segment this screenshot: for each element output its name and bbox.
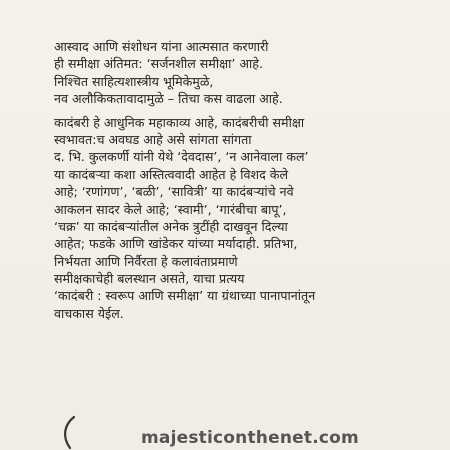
paragraph-1-line: नव अलौकिकतावादामुळे – तिचा कस वाढला आहे. xyxy=(54,91,283,107)
paragraph-2-line: वाचकास येईल. xyxy=(54,305,124,321)
paragraph-2-line: आहे; ‘रणांगण’, ‘बळी’, ‘सावित्री’ या कादंबऱ्यांचे नवे xyxy=(54,184,294,200)
paragraph-2-line: ‘कादंबरी : स्वरूप आणि समीक्षा’ या ग्रंथाच्या पानापानांतून xyxy=(54,288,316,304)
paragraph-2-line: समीक्षकाचेही बलस्थान असते, याचा प्रत्यय xyxy=(54,271,245,287)
paragraph-2-line: कादंबरी हे आधुनिक महाकाव्य आहे, कादंबरीची समीक्षा xyxy=(54,114,305,130)
paragraph-2-line: ‘चक्र’ या कादंबऱ्यांतील अनेक त्रुटींही दाखवून दिल्या xyxy=(54,218,288,234)
paragraph-2-line: स्वभावत:च अवघड आहे असे सांगता सांगता xyxy=(54,131,252,147)
paragraph-2-line: आहेत; फडके आणि खांडेकर यांच्या मर्यादाही. प्रतिभा, xyxy=(54,236,298,252)
paragraph-1-line: आस्वाद आणि संशोधन यांना आत्मसात करणारी xyxy=(54,39,269,54)
blurb-text xyxy=(54,38,446,322)
website-watermark: majesticonthenet.com xyxy=(141,428,359,448)
paragraph-2-line: या कादंबऱ्या कशा अस्तित्ववादी आहेत हे विशद केले xyxy=(54,166,289,182)
paragraph-2-line: आकलन सादर केले आहे; ‘स्वामी’, ‘गारंबीचा बापू’, xyxy=(54,201,287,217)
paragraph-2-line: निर्भयता आणि निर्वैरता हे कलावंताप्रमाणे xyxy=(54,253,238,269)
decorative-swash-icon xyxy=(60,415,100,450)
paragraph-2-line: द. भि. कुलकर्णी यांनी येथे ‘देवदास’, ‘न आनेवाला कल’ xyxy=(54,149,309,165)
paragraph-1-line: ही समीक्षा अंतिमत: ‘सर्जनशील समीक्षा’ आहे. xyxy=(54,56,263,72)
paragraph-1-line: निश्चित साहित्यशास्त्रीय भूमिकेमुळे, xyxy=(54,73,214,89)
